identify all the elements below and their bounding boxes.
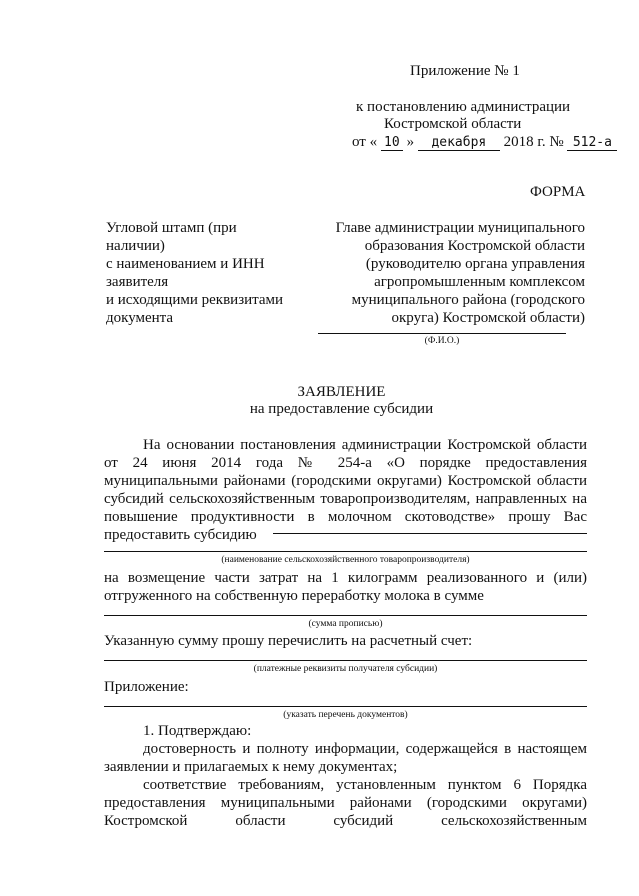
- paragraph-line: отгруженного на собственную переработку молока в сумме: [104, 588, 484, 604]
- producer-caption: (наименование сельскохозяйственного товаропроизводителя): [221, 555, 470, 565]
- sum-line: [104, 615, 587, 616]
- date-day: 10: [381, 135, 403, 151]
- date-month: декабря: [418, 135, 500, 151]
- sum-caption: (сумма прописью): [308, 619, 383, 629]
- appendix-number: Приложение № 1: [410, 63, 520, 79]
- to-resolution: к постановлению администрации: [356, 99, 571, 115]
- paragraph-line: Костромской области субсидий сельскохозяйственным: [104, 813, 587, 829]
- addressee-line: округа) Костромской области): [391, 310, 585, 326]
- documents-caption: (указать перечень документов): [283, 710, 408, 720]
- fio-caption: (Ф.И.О.): [424, 336, 460, 346]
- transfer-text: Указанную сумму прошу перечислить на расчетный счет:: [104, 633, 473, 649]
- confirm-item-1: [104, 740, 587, 776]
- paragraph-line: соответствие требованиям, установленным пунктом 6 Порядка: [143, 777, 587, 793]
- paragraph-line: повышение продуктивности в молочном скотоводстве» прошу Вас: [104, 509, 587, 525]
- confirm-item-2: [104, 776, 587, 830]
- attachment-label: Приложение:: [104, 679, 189, 695]
- date-prefix: от «: [352, 134, 378, 150]
- document-number: 512-а: [567, 135, 617, 151]
- addressee-line: образования Костромской области: [364, 238, 585, 254]
- paragraph-line: предоставить субсидию: [104, 527, 257, 543]
- stamp-line: с наименованием и ИНН: [106, 256, 265, 272]
- date-year: 2018 г. №: [503, 134, 564, 150]
- request-paragraph: [104, 436, 587, 544]
- stamp-line: и исходящими реквизитами: [106, 292, 284, 308]
- confirm-title: 1. Подтверждаю:: [143, 723, 252, 739]
- date-mid: »: [406, 134, 415, 150]
- corner-stamp-block: [106, 219, 283, 327]
- stamp-line: документа: [106, 310, 174, 326]
- paragraph-line: от 24 июня 2014 года № 254-а «О порядке предоставления: [104, 455, 587, 471]
- paragraph-line: заявлении и прилагаемых к нему документах;: [104, 759, 398, 775]
- document-subtitle: на предоставление субсидии: [249, 401, 434, 417]
- producer-name-line: [104, 551, 587, 552]
- payment-caption: (платежные реквизиты получателя субсидии): [253, 664, 438, 674]
- paragraph-line: достоверность и полноту информации, содержащейся в настоящем: [143, 741, 587, 757]
- region-name: Костромской области: [384, 116, 522, 132]
- stamp-line: наличии): [106, 238, 165, 254]
- document-title: ЗАЯВЛЕНИЕ: [297, 384, 386, 400]
- reimbursement-text: [104, 569, 587, 605]
- addressee-line: муниципального района (городского: [351, 292, 585, 308]
- addressee-line: (руководителю органа управления: [365, 256, 585, 272]
- subsidy-fill-line: [273, 533, 587, 534]
- resolution-date: [352, 133, 617, 151]
- form-label: ФОРМА: [530, 184, 586, 200]
- paragraph-line: На основании постановления администрации Костромской области: [143, 437, 587, 453]
- paragraph-line: муниципальными районами (городскими округами) Костромской области: [104, 473, 587, 489]
- fio-line: [318, 333, 566, 334]
- documents-list-line: [104, 706, 587, 707]
- paragraph-line: предоставления муниципальными районами (городскими округами): [104, 795, 587, 811]
- addressee-line: агропромышленным комплексом: [374, 274, 585, 290]
- stamp-line: заявителя: [106, 274, 169, 290]
- paragraph-line: субсидий сельскохозяйственным товаропроизводителям, направленных на: [104, 491, 587, 507]
- addressee-line: Главе администрации муниципального: [335, 220, 585, 236]
- addressee-block: [300, 219, 585, 327]
- payment-details-line: [104, 660, 587, 661]
- stamp-line: Угловой штамп (при: [106, 220, 237, 236]
- paragraph-line: на возмещение части затрат на 1 килограмм реализованного и (или): [104, 570, 587, 586]
